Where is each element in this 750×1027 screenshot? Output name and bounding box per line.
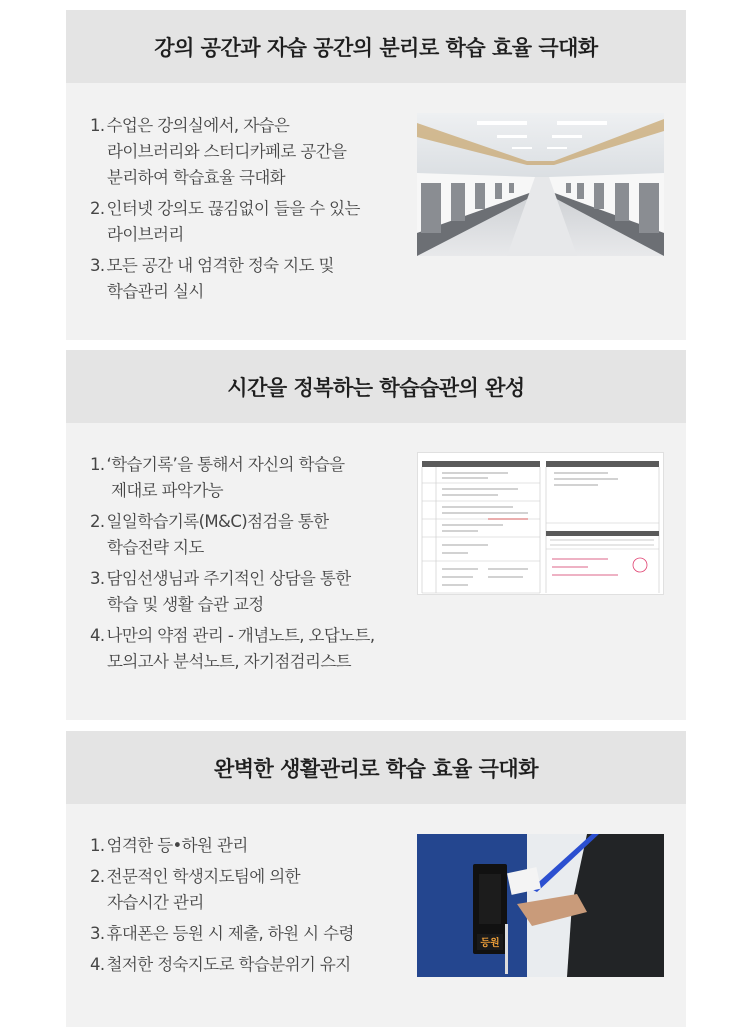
feature-list [90, 113, 400, 310]
feature-list [90, 452, 420, 680]
list-item: 1. 수업은 강의실에서, 자습은 라이브러리와 스터디카페로 공간을 분리하여 학습효율 극대화 [90, 116, 347, 187]
list-item: 4. 나만의 약점 관리 - 개념노트, 오답노트, 모의고사 분석노트, 자기점검리스트 [90, 626, 375, 671]
section-life-management [66, 731, 686, 1027]
list-item: 3. 담임선생님과 주기적인 상담을 통한 학습 및 생활 습관 교정 [90, 569, 351, 614]
list-item: 1. 엄격한 등•하원 관리 [90, 836, 248, 855]
section-title: 완벽한 생활관리로 학습 효율 극대화 [66, 731, 686, 804]
library-photo [417, 113, 664, 256]
attendance-photo [417, 834, 664, 977]
list-item: 3. 휴대폰은 등원 시 제출, 하원 시 수령 [90, 924, 354, 943]
list-item: 2. 일일학습기록(M&C)점검을 통한 학습전략 지도 [90, 512, 329, 557]
list-item: 3. 모든 공간 내 엄격한 정숙 지도 및 학습관리 실시 [90, 256, 334, 301]
section-title: 강의 공간과 자습 공간의 분리로 학습 효율 극대화 [66, 10, 686, 83]
list-item: 4. 철저한 정숙지도로 학습분위기 유지 [90, 955, 351, 974]
list-item: 1. ‘학습기록’을 통해서 자신의 학습을 제대로 파악가능 [90, 455, 345, 500]
study-record-photo [417, 452, 664, 595]
section-space-separation [66, 10, 686, 340]
attendance-sign-text: 등원 [480, 938, 500, 949]
list-item: 2. 인터넷 강의도 끊김없이 들을 수 있는 라이브러리 [90, 199, 360, 244]
list-item: 2. 전문적인 학생지도팀에 의한 자습시간 관리 [90, 867, 300, 912]
section-title: 시간을 정복하는 학습습관의 완성 [66, 350, 686, 423]
feature-list [90, 833, 400, 983]
section-study-habit [66, 350, 686, 720]
